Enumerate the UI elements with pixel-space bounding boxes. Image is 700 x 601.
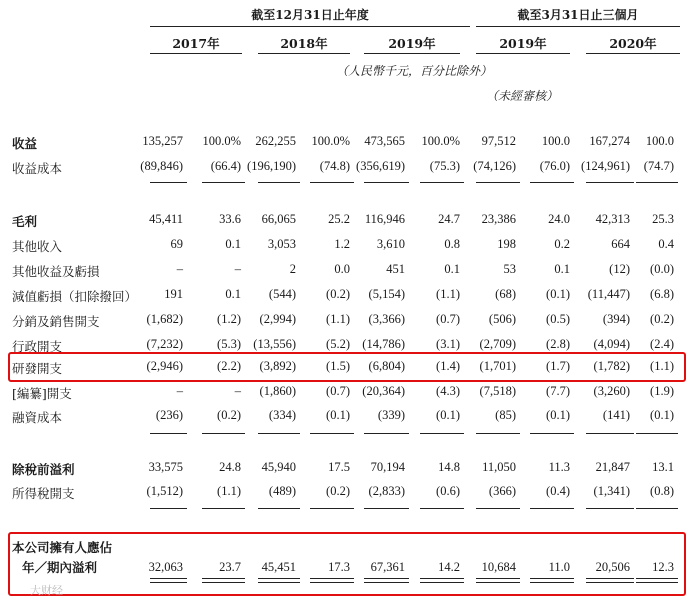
subtotal-rule-0-7 (530, 182, 574, 183)
cell-gross-profit-0: 45,411 (149, 212, 183, 226)
subtotal-rule-0-6 (476, 182, 520, 183)
cell-listing-expenses-8: (3,260) (593, 384, 630, 398)
cell-other-gains-losses-5: 0.1 (444, 262, 460, 276)
group-rule-annual (150, 26, 470, 27)
subtotal-rule-2-1 (202, 508, 245, 509)
subtotal-rule-2-8 (586, 508, 634, 509)
cell-administrative-0: (7,232) (146, 337, 183, 351)
row-label-income-tax: 所得稅開支 (12, 486, 75, 501)
cell-gross-profit-6: 23,386 (481, 212, 516, 226)
cell-listing-expenses-2: (1,860) (259, 384, 296, 398)
cell-distribution-selling-7: (0.5) (546, 312, 570, 326)
cell-gross-profit-5: 24.7 (438, 212, 460, 226)
cell-revenue-7: 100.0 (541, 134, 570, 148)
cell-revenue-2: 262,255 (255, 134, 296, 148)
cell-cost-of-revenue-4: (356,619) (356, 159, 405, 173)
cell-final-profit-4: 67,361 (370, 560, 405, 574)
cell-finance-costs-3: (0.1) (326, 408, 350, 422)
cell-administrative-4: (14,786) (362, 337, 405, 351)
year-rule-2017 (150, 53, 242, 54)
cell-cost-of-revenue-6: (74,126) (473, 159, 516, 173)
cell-final-profit-3: 17.3 (328, 560, 350, 574)
cell-cost-of-revenue-3: (74.8) (319, 159, 350, 173)
row-label-finance-costs: 融資成本 (12, 410, 63, 425)
subtotal-rule-2-4 (364, 508, 409, 509)
cell-other-gains-losses-6: 53 (503, 262, 516, 276)
cell-finance-costs-4: (339) (377, 408, 405, 422)
cell-finance-costs-7: (0.1) (546, 408, 570, 422)
subtotal-rule-1-3 (310, 433, 354, 434)
subtotal-rule-2-5 (420, 508, 464, 509)
cell-rd-expenses-4: (6,804) (368, 359, 405, 373)
cell-profit-before-tax-3: 17.5 (328, 460, 350, 474)
cell-rd-expenses-0: (2,946) (146, 359, 183, 373)
cell-gross-profit-3: 25.2 (328, 212, 350, 226)
cell-distribution-selling-9: (0.2) (650, 312, 674, 326)
cell-income-tax-2: (489) (268, 484, 296, 498)
cell-rd-expenses-5: (1.4) (436, 359, 460, 373)
cell-profit-before-tax-9: 13.1 (652, 460, 674, 474)
year-rule-2018 (258, 53, 350, 54)
cell-income-tax-4: (2,833) (368, 484, 405, 498)
subtotal-rule-0-9 (636, 182, 678, 183)
cell-administrative-5: (3.1) (436, 337, 460, 351)
cell-rd-expenses-8: (1,782) (593, 359, 630, 373)
cell-finance-costs-0: (236) (155, 408, 183, 422)
cell-profit-before-tax-4: 70,194 (370, 460, 405, 474)
cell-distribution-selling-0: (1,682) (146, 312, 183, 326)
group-rule-quarterly (476, 26, 680, 27)
cell-rd-expenses-3: (1.5) (326, 359, 350, 373)
cell-other-gains-losses-7: 0.1 (554, 262, 570, 276)
year-header-2019-q: 2019年 (499, 36, 547, 51)
cell-impairment-losses-9: (6.8) (650, 287, 674, 301)
subtotal-rule-1-8 (586, 433, 634, 434)
cell-finance-costs-9: (0.1) (650, 408, 674, 422)
cell-other-income-0: 69 (170, 237, 183, 251)
subtotal-rule-1-7 (530, 433, 574, 434)
cell-income-tax-6: (366) (488, 484, 516, 498)
subtotal-rule-2-2 (258, 508, 300, 509)
cell-rd-expenses-1: (2.2) (217, 359, 241, 373)
cell-distribution-selling-5: (0.7) (436, 312, 460, 326)
cell-listing-expenses-3: (0.7) (326, 384, 350, 398)
subtotal-rule-1-2 (258, 433, 300, 434)
subtotal-rule-1-0 (150, 433, 187, 434)
cell-gross-profit-7: 24.0 (548, 212, 570, 226)
cell-listing-expenses-4: (20,364) (362, 384, 405, 398)
subtotal-rule-0-2 (258, 182, 300, 183)
cell-income-tax-3: (0.2) (326, 484, 350, 498)
cell-income-tax-9: (0.8) (650, 484, 674, 498)
cell-gross-profit-9: 25.3 (652, 212, 674, 226)
year-header-2018: 2018年 (280, 36, 328, 51)
subtotal-rule-1-5 (420, 433, 464, 434)
cell-profit-before-tax-8: 21,847 (595, 460, 630, 474)
row-label-revenue: 收益 (12, 136, 38, 151)
cell-revenue-0: 135,257 (142, 134, 183, 148)
cell-income-tax-1: (1.1) (217, 484, 241, 498)
cell-distribution-selling-1: (1.2) (217, 312, 241, 326)
cell-other-income-4: 3,610 (376, 237, 405, 251)
cell-finance-costs-5: (0.1) (436, 408, 460, 422)
cell-other-income-1: 0.1 (225, 237, 241, 251)
group-title-quarterly: 截至3月31日止三個月 (517, 8, 639, 22)
cell-finance-costs-6: (85) (495, 408, 516, 422)
cell-distribution-selling-4: (3,366) (368, 312, 405, 326)
final-row-label-line2: 年／期內溢利 (22, 560, 98, 575)
cell-other-income-8: 664 (611, 237, 630, 251)
subtotal-rule-0-5 (420, 182, 464, 183)
cell-administrative-1: (5.3) (217, 337, 241, 351)
group-title-annual: 截至12月31日止年度 (251, 8, 369, 22)
cell-listing-expenses-1: – (234, 384, 241, 398)
cell-revenue-5: 100.0% (421, 134, 460, 148)
row-label-impairment-losses: 減值虧損（扣除撥回） (12, 289, 138, 304)
cell-rd-expenses-6: (1,701) (479, 359, 516, 373)
cell-administrative-6: (2,709) (479, 337, 516, 351)
row-label-other-gains-losses: 其他收益及虧損 (12, 264, 100, 279)
subtotal-rule-2-3 (310, 508, 354, 509)
cell-listing-expenses-5: (4.3) (436, 384, 460, 398)
cell-income-tax-0: (1,512) (146, 484, 183, 498)
cell-final-profit-5: 14.2 (438, 560, 460, 574)
cell-impairment-losses-1: 0.1 (225, 287, 241, 301)
year-header-2019: 2019年 (388, 36, 436, 51)
cell-administrative-7: (2.8) (546, 337, 570, 351)
cell-administrative-8: (4,094) (593, 337, 630, 351)
cell-cost-of-revenue-5: (75.3) (429, 159, 460, 173)
cell-revenue-3: 100.0% (311, 134, 350, 148)
cell-administrative-2: (13,556) (253, 337, 296, 351)
cell-gross-profit-2: 66,065 (261, 212, 296, 226)
subtotal-rule-0-1 (202, 182, 245, 183)
subtotal-rule-1-6 (476, 433, 520, 434)
row-label-cost-of-revenue: 收益成本 (12, 161, 63, 176)
subtotal-rule-2-6 (476, 508, 520, 509)
cell-gross-profit-8: 42,313 (595, 212, 630, 226)
cell-rd-expenses-7: (1.7) (546, 359, 570, 373)
cell-final-profit-2: 45,451 (261, 560, 296, 574)
cell-final-profit-0: 32,063 (148, 560, 183, 574)
row-label-administrative: 行政開支 (12, 339, 63, 354)
row-label-gross-profit: 毛利 (12, 214, 38, 229)
cell-other-gains-losses-2: 2 (289, 262, 296, 276)
row-label-listing-expenses: [編纂]開支 (12, 386, 72, 401)
cell-other-gains-losses-0: – (176, 262, 183, 276)
cell-distribution-selling-8: (394) (602, 312, 630, 326)
cell-income-tax-8: (1,341) (593, 484, 630, 498)
cell-revenue-9: 100.0 (645, 134, 674, 148)
cell-cost-of-revenue-8: (124,961) (581, 159, 630, 173)
cell-final-profit-1: 23.7 (219, 560, 241, 574)
subtotal-rule-0-4 (364, 182, 409, 183)
subtotal-rule-2-9 (636, 508, 678, 509)
cell-revenue-8: 167,274 (589, 134, 630, 148)
subtotal-rule-0-8 (586, 182, 634, 183)
cell-income-tax-5: (0.6) (436, 484, 460, 498)
cell-final-profit-6: 10,684 (481, 560, 516, 574)
cell-cost-of-revenue-7: (76.0) (539, 159, 570, 173)
cell-finance-costs-2: (334) (268, 408, 296, 422)
cell-impairment-losses-8: (11,447) (587, 287, 630, 301)
cell-listing-expenses-9: (1.9) (650, 384, 674, 398)
cell-impairment-losses-6: (68) (495, 287, 516, 301)
cell-rd-expenses-2: (3,892) (259, 359, 296, 373)
cell-impairment-losses-4: (5,154) (368, 287, 405, 301)
year-rule-2020-q (586, 53, 680, 54)
cell-other-gains-losses-9: (0.0) (650, 262, 674, 276)
cell-other-gains-losses-3: 0.0 (334, 262, 350, 276)
cell-other-income-5: 0.8 (444, 237, 460, 251)
year-header-2017: 2017年 (172, 36, 220, 51)
cell-distribution-selling-2: (2,994) (259, 312, 296, 326)
currency-note: （人民幣千元，百分比除外） (336, 64, 493, 78)
final-row-label-line1: 本公司擁有人應佔 (12, 540, 113, 555)
subtotal-rule-0-3 (310, 182, 354, 183)
cell-impairment-losses-7: (0.1) (546, 287, 570, 301)
cell-other-income-2: 3,053 (267, 237, 296, 251)
cell-cost-of-revenue-1: (66.4) (210, 159, 241, 173)
cell-listing-expenses-0: – (176, 384, 183, 398)
cell-cost-of-revenue-9: (74.7) (643, 159, 674, 173)
cell-profit-before-tax-6: 11,050 (482, 460, 516, 474)
cell-profit-before-tax-5: 14.8 (438, 460, 460, 474)
subtotal-rule-1-1 (202, 433, 245, 434)
cell-gross-profit-1: 33.6 (219, 212, 241, 226)
subtotal-rule-1-9 (636, 433, 678, 434)
highlight-profit-row (8, 532, 686, 596)
cell-impairment-losses-0: 191 (164, 287, 183, 301)
cell-final-profit-8: 20,506 (595, 560, 630, 574)
cell-rd-expenses-9: (1.1) (650, 359, 674, 373)
year-rule-2019 (364, 53, 460, 54)
cell-final-profit-7: 11.0 (548, 560, 570, 574)
cell-finance-costs-1: (0.2) (217, 408, 241, 422)
cell-revenue-6: 97,512 (481, 134, 516, 148)
cell-other-income-9: 0.4 (658, 237, 674, 251)
cell-income-tax-7: (0.4) (546, 484, 570, 498)
cell-administrative-3: (5.2) (326, 337, 350, 351)
subtotal-rule-2-7 (530, 508, 574, 509)
row-label-other-income: 其他收入 (12, 239, 63, 254)
cell-distribution-selling-3: (1.1) (326, 312, 350, 326)
cell-cost-of-revenue-0: (89,846) (140, 159, 183, 173)
cell-listing-expenses-6: (7,518) (479, 384, 516, 398)
cell-cost-of-revenue-2: (196,190) (247, 159, 296, 173)
cell-other-income-7: 0.2 (554, 237, 570, 251)
cell-final-profit-9: 12.3 (652, 560, 674, 574)
year-rule-2019-q (476, 53, 570, 54)
highlight-rd-row (8, 352, 686, 382)
cell-other-gains-losses-4: 451 (386, 262, 405, 276)
cell-impairment-losses-5: (1.1) (436, 287, 460, 301)
cell-finance-costs-8: (141) (602, 408, 630, 422)
cell-revenue-4: 473,565 (364, 134, 405, 148)
subtotal-rule-2-0 (150, 508, 187, 509)
cell-impairment-losses-2: (544) (268, 287, 296, 301)
cell-profit-before-tax-1: 24.8 (219, 460, 241, 474)
cell-other-gains-losses-8: (12) (609, 262, 630, 276)
row-label-distribution-selling: 分銷及銷售開支 (12, 314, 100, 329)
row-label-rd-expenses: 研發開支 (12, 361, 63, 376)
subtotal-rule-0-0 (150, 182, 187, 183)
cell-profit-before-tax-7: 11.3 (548, 460, 570, 474)
cell-other-income-6: 198 (497, 237, 516, 251)
cell-distribution-selling-6: (506) (488, 312, 516, 326)
cell-other-income-3: 1.2 (334, 237, 350, 251)
watermark: 大财经 (30, 584, 63, 597)
cell-listing-expenses-7: (7.7) (546, 384, 570, 398)
cell-profit-before-tax-2: 45,940 (261, 460, 296, 474)
subtotal-rule-1-4 (364, 433, 409, 434)
cell-revenue-1: 100.0% (202, 134, 241, 148)
cell-profit-before-tax-0: 33,575 (148, 460, 183, 474)
year-header-2020-q: 2020年 (609, 36, 657, 51)
cell-other-gains-losses-1: – (234, 262, 241, 276)
cell-impairment-losses-3: (0.2) (326, 287, 350, 301)
row-label-profit-before-tax: 除稅前溢利 (12, 462, 75, 477)
cell-gross-profit-4: 116,946 (364, 212, 405, 226)
unaudited-note: （未經審核） (486, 89, 559, 103)
cell-administrative-9: (2.4) (650, 337, 674, 351)
